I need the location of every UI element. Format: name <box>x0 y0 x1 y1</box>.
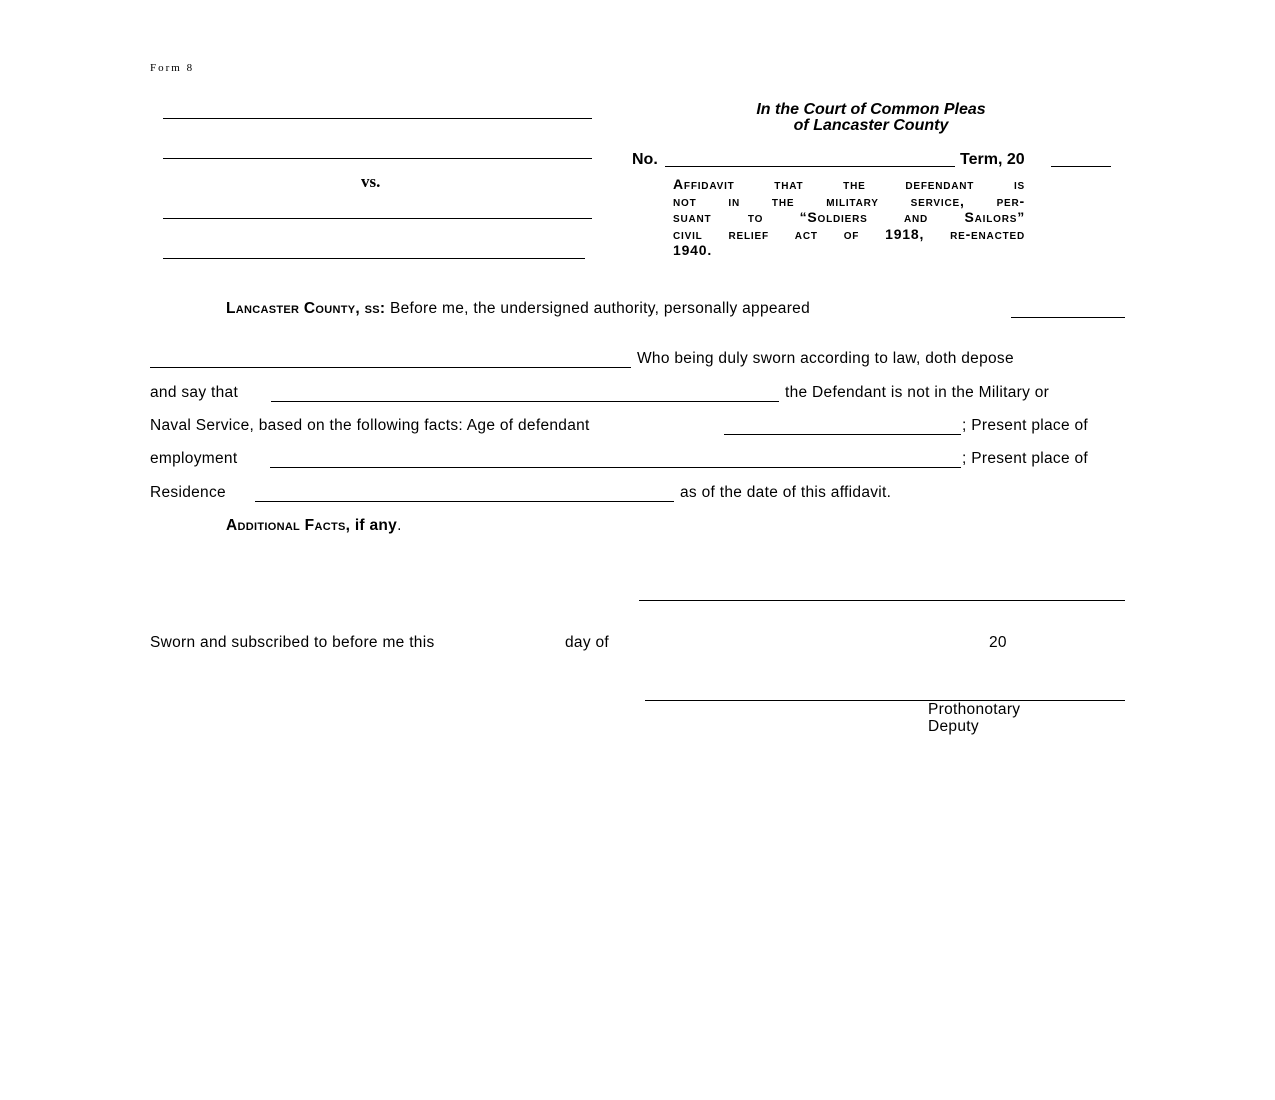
affiant-signature-line[interactable] <box>639 600 1125 601</box>
sworn-text: Sworn and subscribed to before me this <box>150 634 435 651</box>
affidavit-title-line-4: civil relief act of 1918, re-enacted <box>673 225 1025 242</box>
naval-service-text: Naval Service, based on the following facts: Age of defendant <box>150 417 590 434</box>
facts-knowledge-field[interactable] <box>271 401 779 402</box>
versus-label: vs. <box>361 172 381 191</box>
residence-text: Residence <box>150 484 226 501</box>
affiant-name-field-a[interactable] <box>1011 317 1125 318</box>
affidavit-title-line-1: Affidavit that the defendant is <box>673 176 1025 192</box>
say-that-text: and say that <box>150 384 239 401</box>
as-of-date-text: as of the date of this affidavit. <box>680 484 892 501</box>
affidavit-title-line-2: not in the military service, per- <box>673 192 1025 209</box>
term-label: Term, 20 <box>960 151 1025 168</box>
employment-field[interactable] <box>270 467 961 468</box>
depose-text: Who being duly sworn according to law, doth depose <box>637 350 1014 367</box>
docket-no-field[interactable] <box>665 166 955 167</box>
if-any-text: if any <box>354 517 398 534</box>
not-military-text: the Defendant is not in the Military or <box>785 384 1050 401</box>
deputy-label: Deputy <box>928 718 979 735</box>
present-place-text-1: ; Present place of <box>962 417 1089 434</box>
period-text: . <box>397 517 402 534</box>
docket-no-label: No. <box>632 151 658 168</box>
present-place-text-2: ; Present place of <box>962 450 1089 467</box>
residence-field[interactable] <box>255 501 674 502</box>
jurat-year-text: 20 <box>989 634 1007 651</box>
form-label: Form 8 <box>150 62 195 74</box>
affidavit-title <box>673 176 1025 259</box>
court-heading-line-2: of Lancaster County <box>793 117 949 134</box>
plaintiff-line-1[interactable] <box>163 118 592 119</box>
plaintiff-line-2[interactable] <box>163 158 592 159</box>
prothonotary-label: Prothonotary <box>928 701 1021 718</box>
employment-text: employment <box>150 450 238 467</box>
body-line-1 <box>226 300 810 318</box>
defendant-line-1[interactable] <box>163 218 592 219</box>
defendant-line-2[interactable] <box>163 258 585 259</box>
defendant-age-field[interactable] <box>724 434 961 435</box>
court-heading-line-1: In the Court of Common Pleas <box>756 101 986 118</box>
affidavit-title-line-5: 1940. <box>673 242 713 258</box>
day-of-text: day of <box>565 634 610 651</box>
affiant-name-field-b[interactable] <box>150 367 631 368</box>
term-year-field[interactable] <box>1051 166 1111 167</box>
prothonotary-signature-line[interactable] <box>645 700 1125 701</box>
additional-facts-heading <box>226 517 402 535</box>
appeared-text: Before me, the undersigned authority, personally appeared <box>389 300 811 317</box>
county-label: Lancaster County, ss: <box>226 300 386 317</box>
affidavit-title-line-3: suant to “Soldiers and Sailors” <box>673 209 1025 225</box>
additional-facts-label: Additional Facts, <box>226 517 351 534</box>
